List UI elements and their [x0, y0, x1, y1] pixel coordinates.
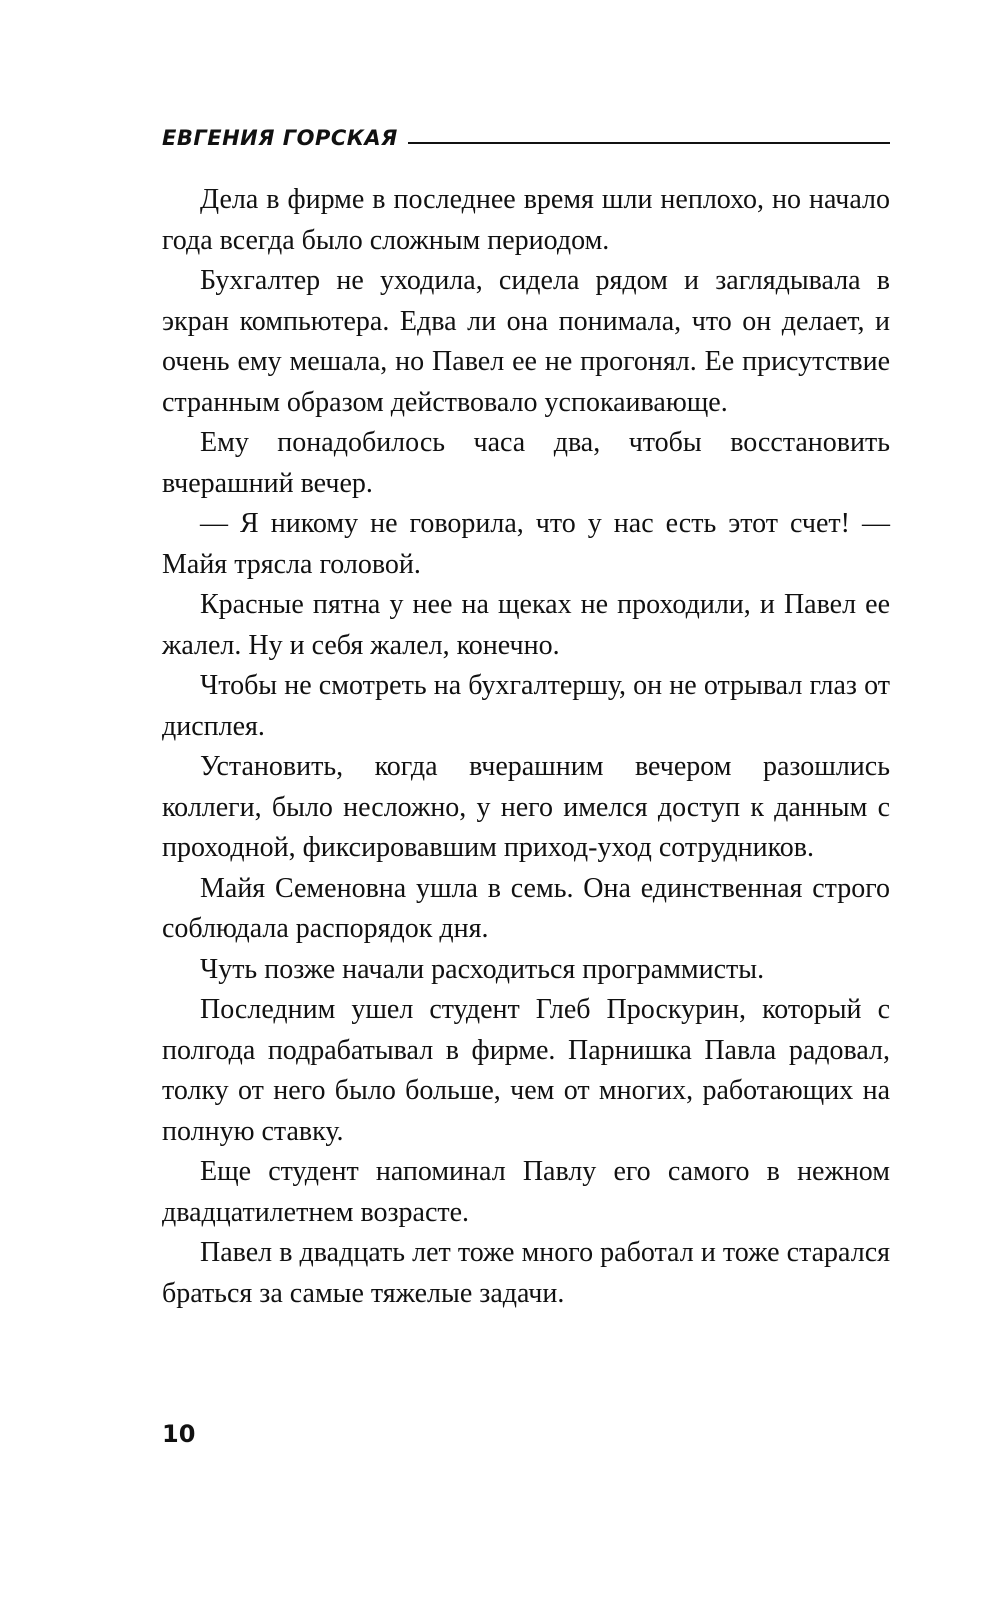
body-text [162, 180, 890, 1314]
paragraph: Красные пятна у нее на щеках не проходили, и Павел ее жалел. Ну и себя жалел, конечно. [162, 589, 890, 661]
paragraph: Дела в фирме в последнее время шли неплохо, но начало года всегда было сложным периодом. [162, 184, 890, 256]
paragraph: Чуть позже начали расходиться программисты. [200, 953, 765, 985]
paragraph: Еще студент напоминал Павлу его самого в нежном двадцатилетнем возрасте. [162, 1156, 890, 1228]
running-header [162, 118, 890, 158]
paragraph: Павел в двадцать лет тоже много работал и тоже старался браться за самые тяжелые задачи. [162, 1237, 890, 1309]
paragraph: Майя Семеновна ушла в семь. Она единственная строго соблюдала распорядок дня. [162, 872, 890, 944]
book-page [162, 118, 890, 1314]
page-number: 10 [162, 1420, 196, 1448]
paragraph: Установить, когда вчерашним вечером разошлись коллеги, было несложно, у него имелся доступ к данным с проходной, фиксировавшим приход-уход сотрудников. [162, 751, 890, 863]
paragraph: — Я никому не говорила, что у нас есть этот счет! — Майя трясла головой. [162, 508, 890, 580]
paragraph: Последним ушел студент Глеб Проскурин, который с полгода подрабатывал в фирме. Парнишка Павла радовал, толку от него было больше, чем от многих, работающих на полную ставку. [162, 994, 890, 1147]
paragraph: Ему понадобилось часа два, чтобы восстановить вчерашний вечер. [162, 427, 890, 499]
header-rule [408, 142, 890, 144]
author-name: ЕВГЕНИЯ ГОРСКАЯ [162, 126, 398, 150]
paragraph: Чтобы не смотреть на бухгалтершу, он не отрывал глаз от дисплея. [162, 670, 890, 742]
paragraph: Бухгалтер не уходила, сидела рядом и заглядывала в экран компьютера. Едва ли она понимала, что он делает, и очень ему мешала, но Павел ее не прогонял. Ее присутствие странным образом действовало успокаивающе. [162, 265, 890, 418]
